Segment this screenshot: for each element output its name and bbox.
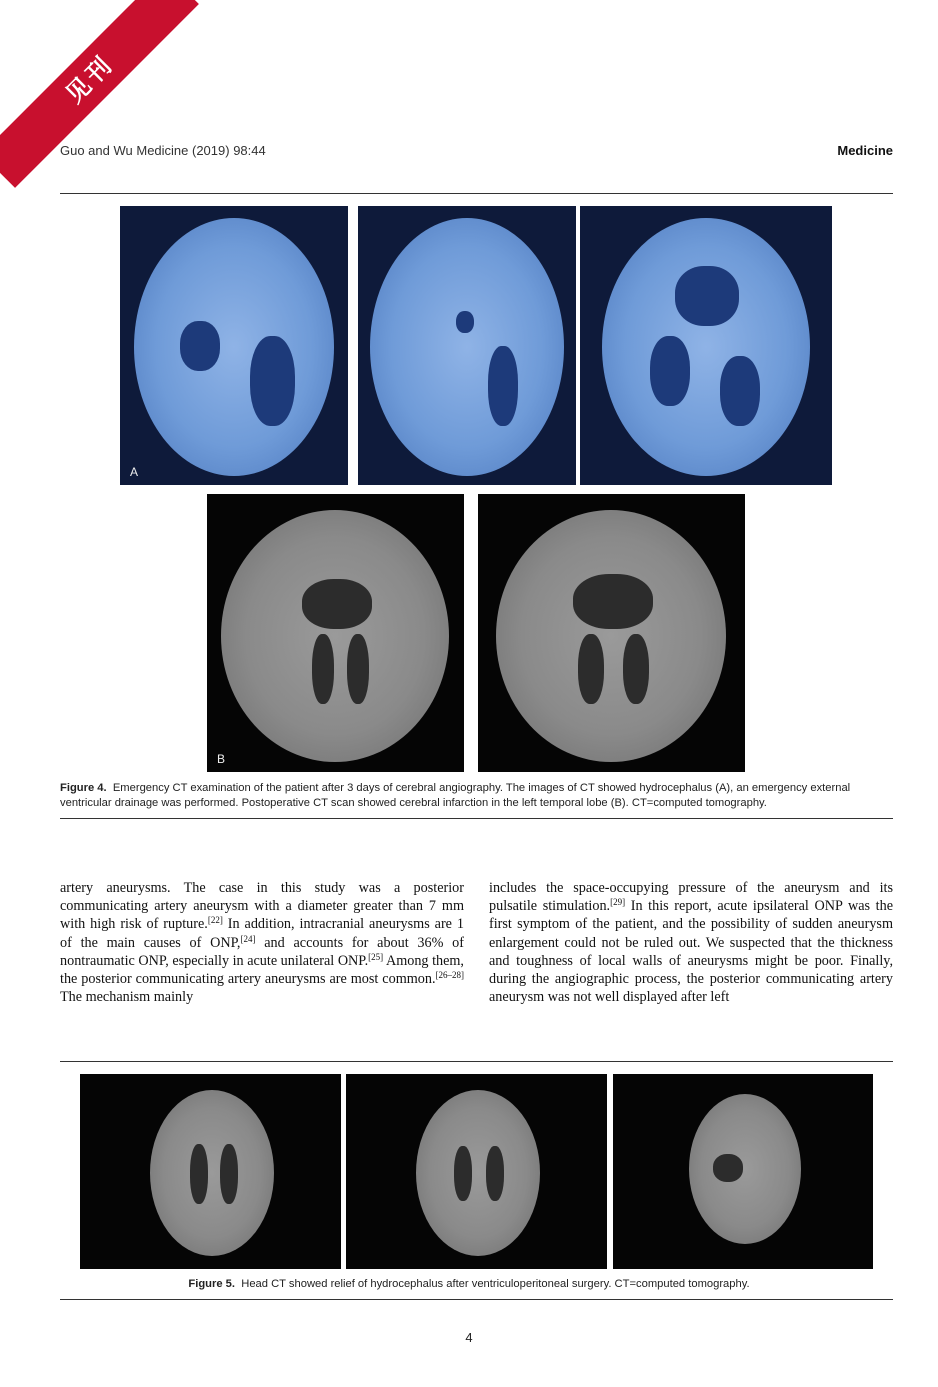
- panel-b-label: B: [217, 752, 226, 766]
- citation-ref: [22]: [207, 915, 223, 926]
- ventricle-region: [302, 579, 372, 629]
- body-text-run: In addition, intracranial aneurysms are 1 of the main causes of ONP,: [60, 916, 465, 951]
- figure-5-top-rule: [60, 1061, 893, 1062]
- skull-outline: [134, 218, 334, 476]
- skull-outline: [370, 218, 564, 476]
- figure-4-caption-text: Emergency CT examination of the patient after 3 days of cerebral angiography. The images of CT showed hydrocephalus (A), an emergency external ventricular drainage was performed. Postoperative CT scan showed cerebral infarction in the left temporal lobe (B). CT=computed tomography.: [60, 782, 851, 809]
- ct-scan-image: [580, 206, 832, 485]
- figure-5-bottom-rule: [60, 1299, 893, 1300]
- figure-5-caption-label: Figure 5.: [188, 1278, 236, 1290]
- body-text-run: In this report, acute ipsilateral ONP was the first symptom of the patient, and the possibility of sudden aneurysm enlargement could not be ruled out. We suspected that the thickness and toughness of local walls of aneurysms might be poor. Finally, during the angiographic process, the posterior communicating artery aneurysm was not well displayed after left: [489, 898, 893, 1006]
- skull-outline: [221, 510, 449, 762]
- page-number: 4: [465, 1330, 473, 1345]
- body-text-run: artery aneurysms. The case in this study was a posterior communicating artery aneurysm with a diameter greater than 7 mm with high risk of rupture.: [60, 880, 464, 933]
- figure-5-caption: [0, 1277, 938, 1292]
- ventricle-region: [486, 1146, 504, 1201]
- citation-ref: [26–28]: [435, 970, 464, 981]
- running-header-journal: Medicine: [837, 143, 893, 158]
- figure-4-caption: [60, 781, 893, 811]
- figure-5-caption-text: Head CT showed relief of hydrocephalus after ventriculoperitoneal surgery. CT=computed tomography.: [241, 1278, 750, 1290]
- ventricle-region: [454, 1146, 472, 1201]
- ventricle-region: [713, 1154, 743, 1182]
- figure-4-caption-label: Figure 4.: [60, 782, 107, 794]
- citation-ref: [25]: [368, 951, 384, 962]
- header-rule: [60, 193, 893, 194]
- figure-4-rule: [60, 818, 893, 819]
- ct-scan-image: [346, 1074, 607, 1269]
- body-text-run: The mechanism mainly: [60, 989, 194, 1006]
- banner-label: 见刊: [0, 0, 199, 188]
- ventricle-region: [220, 1144, 238, 1204]
- ventricle-region: [456, 311, 474, 333]
- body-text-right-column: [489, 879, 893, 1006]
- ct-scan-image: [207, 494, 464, 772]
- body-text-run: and accounts for about 36% of nontraumatic ONP, especially in acute unilateral ONP.: [60, 934, 464, 969]
- publication-banner: [0, 0, 200, 200]
- ventricle-region: [180, 321, 220, 371]
- skull-outline: [150, 1090, 274, 1256]
- body-text-run: includes the space-occupying pressure of the aneurysm and its pulsatile stimulation.: [489, 880, 893, 915]
- ct-scan-image: [358, 206, 576, 485]
- ventricle-region: [578, 634, 604, 704]
- body-text-run: Among them, the posterior communicating artery aneurysms are most common.: [60, 952, 464, 988]
- ventricle-region: [623, 634, 649, 704]
- ct-scan-image: [613, 1074, 873, 1269]
- citation-ref: [24]: [240, 933, 256, 944]
- ventricle-region: [573, 574, 653, 629]
- ventricle-region: [488, 346, 518, 426]
- running-header-citation: Guo and Wu Medicine (2019) 98:44: [60, 143, 266, 158]
- skull-outline: [416, 1090, 540, 1256]
- ventricle-region: [347, 634, 369, 704]
- ventricle-region: [720, 356, 760, 426]
- panel-a-label: A: [130, 465, 139, 479]
- ventricle-region: [675, 266, 739, 326]
- ventricle-region: [250, 336, 295, 426]
- body-text-left-column: [60, 879, 464, 1006]
- skull-outline: [602, 218, 810, 476]
- skull-outline: [689, 1094, 801, 1244]
- ct-scan-image: [478, 494, 745, 772]
- ct-scan-image: [80, 1074, 341, 1269]
- ct-scan-image: [120, 206, 348, 485]
- skull-outline: [496, 510, 726, 762]
- ventricle-region: [312, 634, 334, 704]
- ventricle-region: [190, 1144, 208, 1204]
- citation-ref: [29]: [610, 897, 626, 908]
- ventricle-region: [650, 336, 690, 406]
